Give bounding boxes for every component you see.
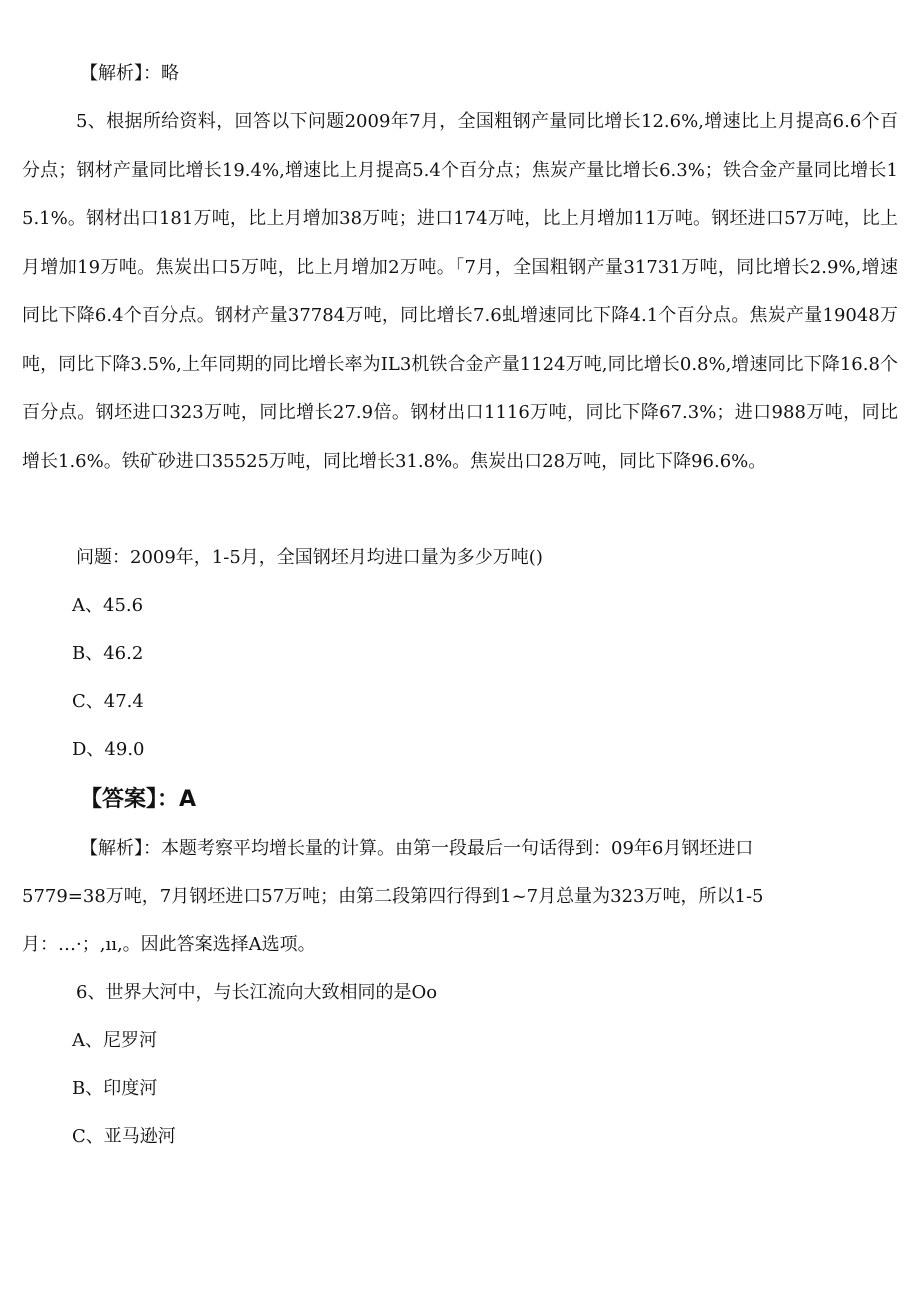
question-5-prompt: 问题：2009年，1-5月，全国钢坯月均进口量为多少万吨() [76, 547, 543, 568]
question-5-analysis-line-3: 月：…·；,ıı,。因此答案选择A选项。 [22, 934, 316, 955]
previous-analysis: 【解析】：略 [80, 63, 179, 84]
question-6-option-c: C、亚马逊河 [72, 1126, 176, 1147]
question-5-option-d: D、49.0 [72, 739, 145, 760]
question-5-option-b: B、46.2 [72, 643, 144, 664]
question-5-analysis-line-2: 5779=38万吨，7月钢坯进口57万吨；由第二段第四行得到1~7月总量为323万吨，所以1-5 [22, 886, 764, 907]
question-5-option-a: A、45.6 [72, 595, 144, 616]
question-6-option-a: A、尼罗河 [72, 1030, 157, 1051]
question-5-option-c: C、47.4 [72, 691, 144, 712]
question-5-answer: 【答案】：A [80, 787, 197, 812]
question-6-stem: 6、世界大河中，与长江流向大致相同的是Oo [76, 982, 438, 1003]
question-5-analysis-line-1: 【解析】：本题考察平均增长量的计算。由第一段最后一句话得到：09年6月钢坯进口 [80, 838, 754, 859]
question-6-option-b: B、印度河 [72, 1078, 158, 1099]
question-5-stem: 5、根据所给资料，回答以下问题2009年7月，全国粗钢产量同比增长12.6%,增速比上月提高6.6个百分点；钢材产量同比增长19.4%,增速比上月提高5.4个百分点；焦炭产量比增长6.3%；铁合金产量同比增长15.1%。钢材出口181万吨，比上月增加38万吨；进口174万吨，比上月增加11万吨。钢坯进口57万吨，比上月增加19万吨。焦炭出口5万吨，比上月增加2万吨。「7月，全国粗钢产量31731万吨，同比增长2.9%,增速同比下降6.4个百分点。钢材产量37784万吨，同比增长7.6虬增速同比下降4.1个百分点。焦炭产量19048万吨，同比下降3.5%,上年同期的同比增长率为IL3机铁合金产量1124万吨,同比增长0.8%,增速同比下降16.8个百分点。钢坯进口323万吨，同比增长27.9倍。钢材出口1116万吨，同比下降67.3%；进口988万吨，同比增长1.6%。铁矿砂进口35525万吨，同比增长31.8%。焦炭出口28万吨，同比下降96.6%。 [22, 111, 898, 472]
